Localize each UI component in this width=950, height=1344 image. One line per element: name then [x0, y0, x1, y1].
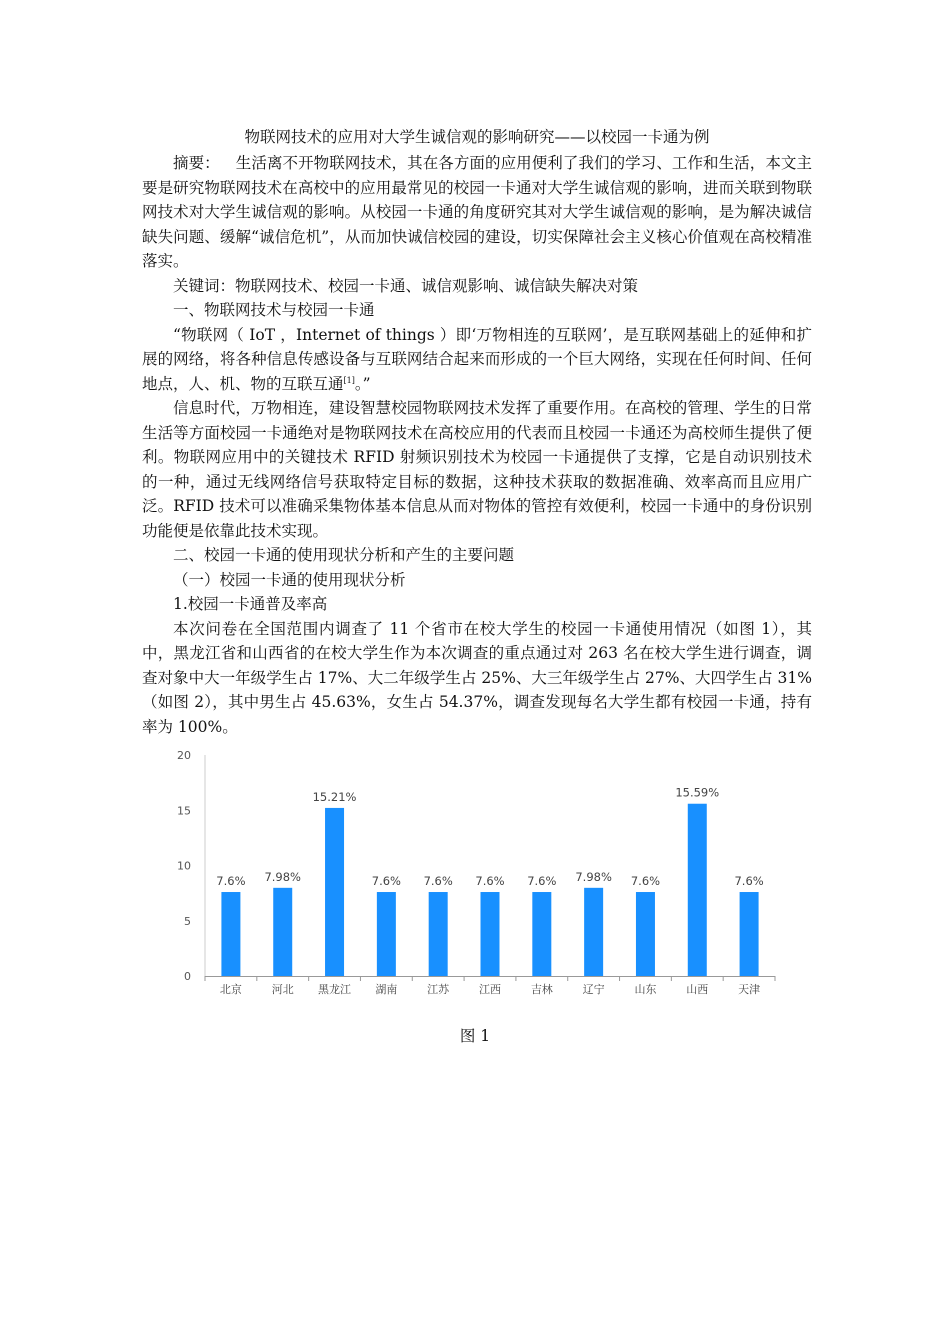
x-tick-label: 北京 — [219, 983, 242, 996]
x-tick-label: 山西 — [686, 983, 709, 996]
section1-heading: 一、物联网技术与校园一卡通 — [173, 301, 375, 319]
bar-chart — [160, 746, 790, 1011]
data-label: 7.6% — [734, 874, 764, 889]
data-label: 7.98% — [575, 869, 612, 884]
x-tick-label: 河北 — [271, 983, 294, 996]
data-label: 15.21% — [312, 789, 357, 804]
bar — [584, 888, 603, 976]
x-tick-label: 黑龙江 — [318, 983, 352, 996]
y-tick-label: 10 — [177, 859, 191, 873]
document-body — [142, 125, 812, 739]
x-tick-label: 江苏 — [427, 983, 450, 996]
data-label: 7.6% — [630, 874, 661, 889]
x-tick-label: 湖南 — [375, 983, 398, 996]
bar — [221, 892, 240, 976]
bar — [481, 892, 500, 976]
section2-heading: 二、校园一卡通的使用现状分析和产生的主要问题 — [173, 546, 515, 564]
abstract-label: 摘要： — [173, 154, 220, 172]
x-tick-label: 辽宁 — [582, 983, 605, 996]
survey-paragraph: 本次问卷在全国范围内调查了 11 个省市在校大学生的校园一卡通使用情况（如图 1），其中，黑龙江省和山西省的在校大学生作为本次调查的重点通过对 263 名在校大学生进行调查，调查对象中大一年级学生占 17%、大二年级学生占 25%、大三年级学生占 27%、大四学生占 31%（如图 2），其中男生占 45.63%，女生占 54.37%，调查发现每名大学生都有校园一卡通，持有率为 100%。 — [142, 619, 812, 736]
citation-ref: [1] — [343, 375, 355, 385]
data-label: 15.59% — [675, 785, 720, 800]
data-label: 7.6% — [475, 874, 505, 889]
y-tick-label: 20 — [177, 749, 191, 762]
quote-text: “物联网（ IoT ，Internet of things ）即‘万物相连的互联网’，是互联网基础上的延伸和扩展的网络，将各种信息传感设备与互联网结合起来而形成的一个巨大网络，实现在任何时间、任何地点，人、机、物的互联互通 — [142, 325, 812, 393]
y-tick-label: 5 — [184, 914, 191, 928]
bar — [325, 808, 344, 976]
bar — [740, 892, 759, 976]
document-title: 物联网技术的应用对大学生诚信观的影响研究——以校园一卡通为例 — [244, 128, 710, 146]
figure-caption: 图 1 — [459, 1027, 491, 1045]
y-tick-label: 0 — [184, 970, 191, 983]
point1-heading: 1.校园一卡通普及率高 — [173, 595, 328, 613]
data-label: 7.6% — [423, 874, 453, 889]
abstract-paragraph — [142, 151, 812, 274]
paragraph-rfid: 信息时代，万物相连，建设智慧校园物联网技术发挥了重要作用。在高校的管理、学生的日常生活等方面校园一卡通绝对是物联网技术在高校应用的代表而且校园一卡通还为高校师生提供了便利。物联网应用中的关键技术 RFID 射频识别技术为校园一卡通提供了支撑，它是自动识别技术的一种，通过无线网络信号获取特定目标的数据，这种技术获取的数据准确、效率高而且应用广泛。RFID 技术可以准确采集物体基本信息从而对物体的管控有效便利，校园一卡通中的身份识别功能便是依靠此技术实现。 — [142, 399, 812, 540]
x-tick-label: 山东 — [634, 983, 657, 996]
bar-chart-svg — [160, 746, 790, 1011]
x-tick-label: 天津 — [738, 983, 761, 996]
data-label: 7.6% — [216, 874, 246, 889]
data-label: 7.6% — [371, 874, 401, 889]
keywords-line: 关键词：物联网技术、校园一卡通、诚信观影响、诚信缺失解决对策 — [173, 276, 639, 295]
bar — [636, 892, 655, 976]
x-tick-label: 江西 — [479, 983, 501, 996]
x-tick-label: 吉林 — [530, 983, 553, 996]
bar — [532, 892, 551, 976]
data-label: 7.6% — [527, 874, 557, 889]
bar — [273, 888, 292, 976]
bar — [377, 892, 396, 976]
data-label: 7.98% — [264, 869, 302, 884]
subsection1-heading: （一）校园一卡通的使用现状分析 — [173, 570, 406, 589]
bar — [429, 892, 448, 976]
abstract-text: 生活离不开物联网技术，其在各方面的应用便利了我们的学习、工作和生活，本文主要是研究物联网技术在高校中的应用最常见的校园一卡通对大学生诚信观的影响，进而关联到物联网技术对大学生诚信观的影响。从校园一卡通的角度研究其对大学生诚信观的影响，是为解决诚信缺失问题、缓解“诚信危机”，从而加快诚信校园的建设，切实保障社会主义核心价值观在高校精准落实。 — [142, 154, 812, 270]
quote-paragraph — [142, 323, 812, 397]
y-tick-label: 15 — [177, 804, 191, 818]
bar — [688, 804, 707, 976]
quote-end: 。” — [354, 374, 371, 393]
